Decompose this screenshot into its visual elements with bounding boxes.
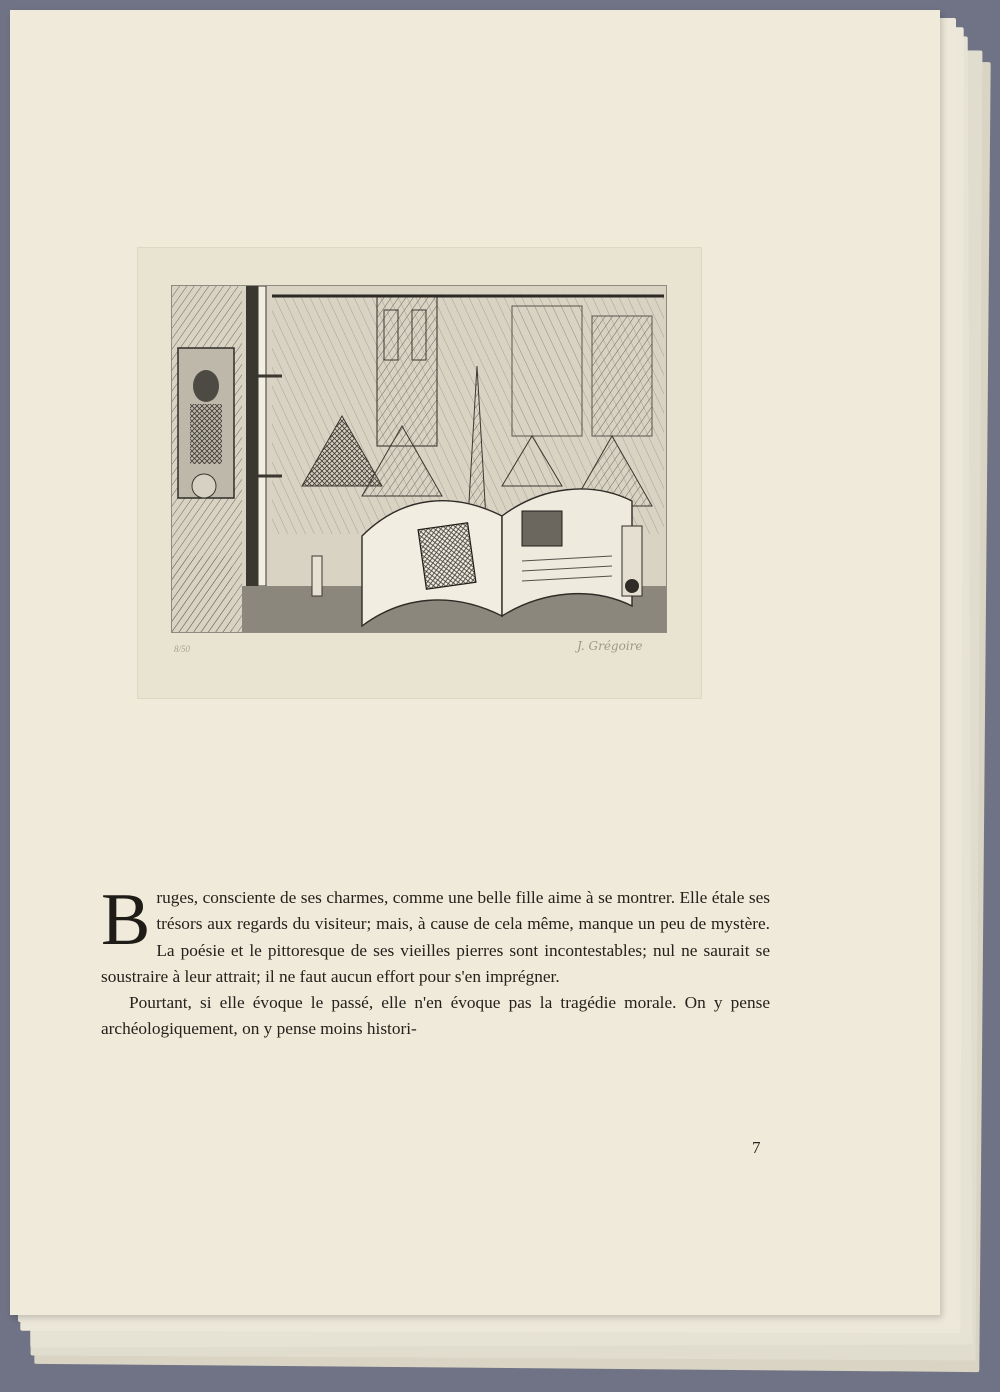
edition-mark: 8/50 [174, 644, 191, 654]
dropcap-letter: B [101, 879, 151, 961]
paragraph-text: ruges, consciente de ses charmes, comme une belle fille aime à se montrer. Elle étale ses trésors aux regards du visiteur; mais, à cause de cela même, manque un peu de mystère. La poésie et le pittoresque de ses vieilles pierres sont incontestables; nul ne saurait se soustraire à leur attrait; il ne faut aucun effort pour s'en imprégner. [101, 888, 770, 986]
etching-illustration-icon [171, 285, 667, 633]
book-page [10, 10, 940, 1315]
etching-plate [137, 247, 702, 699]
paragraph: Pourtant, si elle évoque le passé, elle n'en évoque pas la tragédie morale. On y pense archéologiquement, on y pense moins histori- [101, 993, 770, 1039]
body-text [101, 879, 770, 1043]
page-number: 7 [752, 1138, 761, 1157]
paragraph [101, 879, 770, 990]
artist-signature: J. Grégoire [577, 639, 643, 653]
